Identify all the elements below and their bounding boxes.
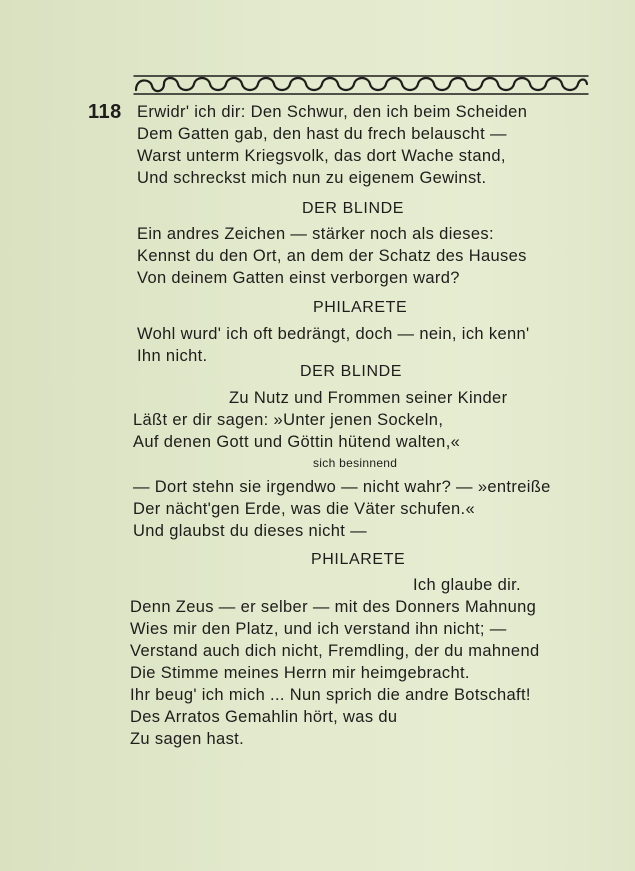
speaker-name: DER BLINDE [300,363,403,380]
verse-line: Von deinem Gatten einst verborgen ward? [137,269,460,287]
verse-line: Verstand auch dich nicht, Fremdling, der du mahnend [130,642,540,660]
verse-line: Und glaubst du dieses nicht — [133,522,367,540]
verse-line: Wohl wurd' ich oft bedrängt, doch — nein, ich kenn' [137,325,530,343]
verse-line: Warst unterm Kriegsvolk, das dort Wache stand, [137,147,506,165]
verse-line: Denn Zeus — er selber — mit des Donners Mahnung [130,598,537,616]
verse-line: Ihr beug' ich mich ... Nun sprich die andre Botschaft! [130,686,531,704]
speaker-name: PHILARETE [313,299,408,316]
verse-line: Ein andres Zeichen — stärker noch als dieses: [137,225,494,243]
verse-line: Ihn nicht. [137,347,208,365]
verse-line: Kennst du den Ort, an dem der Schatz des Hauses [137,247,527,265]
verse-line: Zu Nutz und Frommen seiner Kinder [229,389,508,407]
verse-line: Des Arratos Gemahlin hört, was du [130,708,398,726]
verse-line: Dem Gatten gab, den hast du frech belauscht — [137,125,507,143]
stage-direction: sich besinnend [313,456,398,470]
verse-line: Auf denen Gott und Göttin hütend walten,« [133,433,461,451]
verse-line: Zu sagen hast. [130,730,245,748]
verse-line: Der nächt'gen Erde, was die Väter schufen.« [133,500,475,518]
verse-line: Ich glaube dir. [413,576,521,594]
page-number: 118 [88,101,122,123]
speaker-name: DER BLINDE [302,200,405,217]
verse-line: Die Stimme meines Herrn mir heimgebracht. [130,664,470,682]
ornamental-header-border [132,72,590,98]
speaker-name: PHILARETE [311,551,406,568]
verse-line: Läßt er dir sagen: »Unter jenen Sockeln, [133,411,444,429]
verse-line: Erwidr' ich dir: Den Schwur, den ich beim Scheiden [137,103,528,121]
verse-line: Wies mir den Platz, und ich verstand ihn nicht; — [130,620,507,638]
verse-line: Und schreckst mich nun zu eigenem Gewinst. [137,169,487,187]
verse-line: — Dort stehn sie irgendwo — nicht wahr? — »entreiße [133,478,551,496]
